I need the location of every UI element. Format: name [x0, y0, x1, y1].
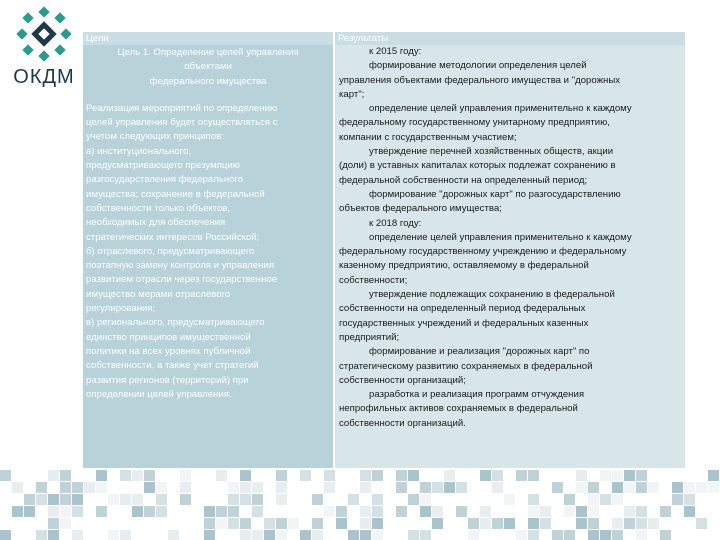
mosaic-tile	[372, 506, 383, 517]
result-line: объектов федерального имущества;	[339, 203, 502, 215]
mosaic-tile	[252, 494, 263, 505]
result-line: определение целей управления применительно к каждому	[369, 103, 632, 115]
mosaic-tile	[564, 506, 575, 517]
logo-text: ОКДМ	[13, 66, 75, 88]
mosaic-tile	[708, 470, 719, 481]
mosaic-tile	[240, 470, 251, 481]
mosaic-tile	[348, 494, 359, 505]
result-line: непрофильных активов сохраняемых в федеральной	[339, 403, 578, 415]
mosaic-tile	[180, 494, 191, 505]
result-line: утверждение подлежащих сохранению в федеральной	[369, 289, 615, 301]
mosaic-tile	[564, 530, 575, 540]
mosaic-tile	[360, 470, 371, 481]
mosaic-tile	[60, 482, 71, 493]
mosaic-tile	[612, 494, 623, 505]
result-line: собственности организаций;	[339, 374, 466, 386]
mosaic-tile	[480, 518, 491, 529]
mosaic-tile	[492, 518, 503, 529]
mosaic-tile	[372, 518, 383, 529]
mosaic-tile	[324, 506, 335, 517]
mosaic-tile	[552, 530, 563, 540]
mosaic-tile	[420, 482, 431, 493]
goal-body-line: целей управления будет осуществляться с	[86, 117, 278, 129]
mosaic-tile	[252, 530, 263, 540]
mosaic-tile	[576, 470, 587, 481]
mosaic-tile	[420, 530, 431, 540]
mosaic-tile	[156, 482, 167, 493]
mosaic-tile	[132, 494, 143, 505]
mosaic-tile	[660, 530, 671, 540]
mosaic-tile	[240, 518, 251, 529]
goal-body-line: имущества; сохранение в федеральной	[86, 188, 265, 200]
mosaic-tile	[420, 494, 431, 505]
mosaic-tile	[168, 530, 179, 540]
mosaic-tile	[324, 470, 335, 481]
result-line: собственности на определенный период федеральных	[339, 303, 586, 315]
mosaic-tile	[588, 482, 599, 493]
mosaic-tile	[528, 494, 539, 505]
mosaic-tile	[240, 530, 251, 540]
mosaic-tile	[216, 518, 227, 529]
goal-body-line: в) регионального, предусматривающего	[86, 317, 265, 329]
mosaic-tile	[240, 494, 251, 505]
mosaic-tile	[636, 530, 647, 540]
mosaic-tile	[312, 518, 323, 529]
mosaic-tile	[444, 470, 455, 481]
mosaic-tile	[612, 518, 623, 529]
goal-body-line: поэтапную замену контроля и управления	[86, 260, 275, 272]
mosaic-tile	[396, 470, 407, 481]
mosaic-tile	[456, 482, 467, 493]
mosaic-tile	[372, 494, 383, 505]
goal-body-line: учетом следующих принципов:	[86, 131, 224, 143]
result-line: определение целей управления применительно к каждому	[369, 231, 632, 243]
mosaic-tile	[612, 530, 623, 540]
result-line: казенному предприятию, оставляемому в федеральной	[339, 260, 589, 272]
mosaic-tile	[540, 506, 551, 517]
mosaic-tile	[396, 506, 407, 517]
mosaic-tile	[468, 518, 479, 529]
mosaic-tile	[636, 518, 647, 529]
mosaic-tile	[228, 518, 239, 529]
mosaic-tile	[624, 482, 635, 493]
mosaic-tile	[612, 470, 623, 481]
mosaic-tile	[84, 482, 95, 493]
mosaic-tile	[480, 506, 491, 517]
mosaic-tile	[528, 518, 539, 529]
mosaic-tile	[156, 494, 167, 505]
result-line: государственных учреждений и федеральных казенных	[339, 317, 589, 329]
result-line: собственности организаций.	[339, 417, 466, 429]
result-line: предприятий;	[339, 331, 400, 343]
mosaic-tile	[396, 482, 407, 493]
mosaic-tile	[540, 518, 551, 529]
mosaic-tile	[408, 494, 419, 505]
logo-emblem-icon	[8, 6, 80, 66]
goal-body-line: б) отраслевого, предусматривающего	[86, 245, 255, 257]
mosaic-tile	[0, 530, 11, 540]
results-cell	[335, 45, 685, 468]
mosaic-tile	[264, 518, 275, 529]
mosaic-tile	[264, 530, 275, 540]
goals-results-table	[83, 32, 685, 468]
mosaic-tile	[600, 494, 611, 505]
mosaic-tile	[600, 530, 611, 540]
mosaic-tile	[648, 482, 659, 493]
goal-body-line: имущество мерами отраслевого	[86, 288, 231, 300]
mosaic-tile	[432, 506, 443, 517]
mosaic-tile	[12, 506, 23, 517]
mosaic-tile	[480, 470, 491, 481]
decorative-mosaic	[0, 470, 720, 540]
goal-body-line: собственности только объектов,	[86, 202, 231, 214]
goal-title	[86, 46, 330, 89]
mosaic-tile	[312, 494, 323, 505]
mosaic-tile	[228, 482, 239, 493]
mosaic-tile	[144, 506, 155, 517]
mosaic-tile	[564, 494, 575, 505]
mosaic-tile	[504, 494, 515, 505]
mosaic-tile	[528, 470, 539, 481]
mosaic-tile	[612, 482, 623, 493]
result-line: компании с государственным участием;	[339, 131, 517, 143]
mosaic-tile	[684, 482, 695, 493]
mosaic-tile	[252, 482, 263, 493]
mosaic-tile	[528, 530, 539, 540]
goal-body-line: развития регионов (территорий) при	[86, 374, 249, 386]
mosaic-tile	[108, 530, 119, 540]
mosaic-tile	[144, 482, 155, 493]
mosaic-tile	[456, 506, 467, 517]
mosaic-tile	[216, 470, 227, 481]
mosaic-tile	[132, 506, 143, 517]
mosaic-tile	[216, 506, 227, 517]
mosaic-tile	[708, 482, 719, 493]
goals-cell	[83, 45, 333, 468]
goal-title-line: федерального имущества	[149, 75, 267, 87]
mosaic-tile	[12, 482, 23, 493]
mosaic-tile	[72, 530, 83, 540]
mosaic-tile	[432, 482, 443, 493]
mosaic-tile	[696, 482, 707, 493]
mosaic-tile	[576, 518, 587, 529]
mosaic-tile	[672, 494, 683, 505]
mosaic-tile	[360, 530, 371, 540]
mosaic-tile	[372, 530, 383, 540]
mosaic-tile	[24, 506, 35, 517]
mosaic-tile	[288, 518, 299, 529]
result-line: карт";	[339, 88, 365, 100]
mosaic-tile	[276, 518, 287, 529]
mosaic-tile	[672, 482, 683, 493]
mosaic-tile	[108, 494, 119, 505]
goal-body	[86, 102, 330, 402]
goal-title-line: объектами	[184, 61, 232, 73]
mosaic-tile	[60, 494, 71, 505]
mosaic-tile	[204, 518, 215, 529]
mosaic-tile	[252, 506, 263, 517]
mosaic-tile	[588, 506, 599, 517]
mosaic-tile	[600, 470, 611, 481]
mosaic-tile	[516, 470, 527, 481]
mosaic-tile	[312, 530, 323, 540]
mosaic-tile	[300, 470, 311, 481]
mosaic-tile	[132, 470, 143, 481]
header-results: Результаты	[335, 32, 685, 45]
result-line: федеральному государственному учреждению и федеральному	[339, 246, 627, 258]
goal-body-line: развитием отрасли через государственное	[86, 274, 278, 286]
mosaic-tile	[180, 482, 191, 493]
mosaic-tile	[36, 494, 47, 505]
result-line: к 2015 году:	[369, 46, 422, 57]
result-line: формирование методологии определения целей	[369, 60, 587, 72]
goal-body-line: разгосударствления федерального	[86, 174, 244, 186]
mosaic-tile	[72, 494, 83, 505]
mosaic-tile	[696, 518, 707, 529]
goal-body-line: единство принципов имущественной	[86, 331, 251, 343]
goal-body-line: стратегических интересов Российской;	[86, 231, 260, 243]
mosaic-tile	[120, 494, 131, 505]
mosaic-tile	[96, 482, 107, 493]
result-line: управления объектами федерального имущества и "дорожных	[339, 74, 621, 86]
mosaic-tile	[420, 506, 431, 517]
goal-body-line: Реализация мероприятий по определению	[86, 102, 278, 114]
mosaic-tile	[516, 530, 527, 540]
mosaic-tile	[408, 470, 419, 481]
mosaic-tile	[552, 482, 563, 493]
mosaic-tile	[660, 506, 671, 517]
mosaic-tile	[120, 470, 131, 481]
mosaic-tile	[684, 506, 695, 517]
result-line: (доли) в уставных капиталах которых подлежат сохранению в	[339, 160, 616, 172]
mosaic-tile	[276, 530, 287, 540]
mosaic-tile	[180, 470, 191, 481]
mosaic-tile	[504, 518, 515, 529]
result-line: собственности;	[339, 274, 408, 286]
goal-body-line: необходимых для обеспечения	[86, 217, 226, 229]
mosaic-tile	[528, 506, 539, 517]
mosaic-tile	[576, 506, 587, 517]
mosaic-tile	[60, 470, 71, 481]
mosaic-tile	[588, 530, 599, 540]
mosaic-tile	[276, 470, 287, 481]
mosaic-tile	[492, 470, 503, 481]
mosaic-tile	[324, 482, 335, 493]
result-line: федеральной собственности на определенный период;	[339, 174, 588, 186]
goal-body-line: предусматривающего презумпцию	[86, 160, 240, 172]
mosaic-tile	[684, 494, 695, 505]
mosaic-tile	[360, 518, 371, 529]
mosaic-tile	[36, 482, 47, 493]
mosaic-tile	[156, 506, 167, 517]
mosaic-tile	[240, 482, 251, 493]
mosaic-tile	[48, 470, 59, 481]
result-line: к 2018 году:	[369, 217, 422, 229]
mosaic-tile	[336, 518, 347, 529]
mosaic-tile	[648, 518, 659, 529]
mosaic-tile	[48, 506, 59, 517]
goal-body-line: собственности, а также учет стратегий	[86, 360, 259, 372]
mosaic-tile	[48, 530, 59, 540]
mosaic-tile	[204, 530, 215, 540]
mosaic-tile	[624, 518, 635, 529]
mosaic-tile	[144, 470, 155, 481]
mosaic-tile	[360, 506, 371, 517]
result-line: формирование и реализация "дорожных карт" по	[369, 346, 590, 358]
mosaic-tile	[120, 530, 131, 540]
mosaic-tile	[36, 530, 47, 540]
mosaic-tile	[624, 506, 635, 517]
goal-body-line: а) институционального,	[86, 145, 192, 157]
mosaic-tile	[96, 470, 107, 481]
mosaic-tile	[408, 530, 419, 540]
mosaic-tile	[72, 506, 83, 517]
mosaic-tile	[0, 470, 11, 481]
mosaic-tile	[48, 494, 59, 505]
goal-body-line: определении целей управления.	[86, 388, 232, 400]
result-line: стратегическому развитию сохраняемых в федеральной	[339, 360, 593, 372]
mosaic-tile	[468, 530, 479, 540]
mosaic-tile	[204, 506, 215, 517]
okdm-logo	[8, 6, 80, 92]
mosaic-tile	[636, 506, 647, 517]
mosaic-tile	[276, 494, 287, 505]
mosaic-tile	[60, 518, 71, 529]
mosaic-tile	[360, 482, 371, 493]
mosaic-tile	[444, 482, 455, 493]
goal-title-line: Цель 1. Определение целей управления	[117, 47, 299, 58]
mosaic-tile	[276, 482, 287, 493]
result-line: федеральному государственному унитарному предприятию,	[339, 117, 610, 129]
mosaic-tile	[336, 506, 347, 517]
mosaic-tile	[492, 482, 503, 493]
header-goals: Цели	[83, 32, 333, 45]
goal-body-line: политики на всех уровнях публичной	[86, 345, 251, 357]
mosaic-tile	[636, 470, 647, 481]
mosaic-tile	[576, 482, 587, 493]
mosaic-tile	[588, 518, 599, 529]
result-line: утверждение перечней хозяйственных обществ, акции	[369, 146, 614, 158]
mosaic-tile	[432, 518, 443, 529]
mosaic-tile	[636, 482, 647, 493]
mosaic-tile	[96, 506, 107, 517]
mosaic-tile	[348, 530, 359, 540]
mosaic-tile	[300, 530, 311, 540]
mosaic-tile	[228, 506, 239, 517]
mosaic-tile	[228, 494, 239, 505]
mosaic-tile	[48, 518, 59, 529]
mosaic-tile	[24, 494, 35, 505]
mosaic-tile	[372, 470, 383, 481]
mosaic-tile	[60, 506, 71, 517]
mosaic-tile	[588, 494, 599, 505]
mosaic-tile	[624, 470, 635, 481]
goal-body-line: регулирования;	[86, 303, 156, 315]
result-line: разработка и реализация программ отчуждения	[369, 389, 585, 401]
result-line: формирование "дорожных карт" по разгосударствлению	[369, 188, 621, 200]
mosaic-tile	[72, 482, 83, 493]
